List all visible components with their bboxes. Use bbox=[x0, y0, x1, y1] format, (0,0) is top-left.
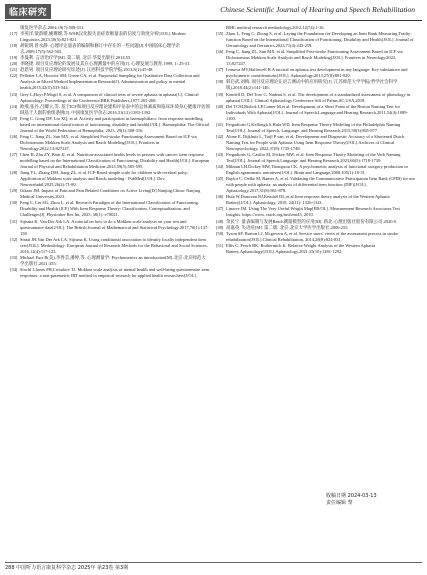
reference-number: [43] bbox=[216, 151, 224, 157]
reference-text: Sijtsma K, Van Der Ark LA. A tutorial on how to do a Mokken scale analysis on your test and questionnaire data[J/OL]. The British Journal of Mathematical and Statistical Psychology,2017,70(1):137-158. bbox=[20, 218, 209, 236]
header-rule bbox=[5, 20, 422, 21]
reference-entry bbox=[10, 134, 210, 152]
reference-text: 韩启武,刘梅. 项目反应理论在语言测试中的应用研究[J]. 江苏师范大学学报(哲学社会科学版),2018,44(2):141-146. bbox=[226, 79, 398, 91]
reference-text: 欧燕,张丹,吕卿立,等. 基于ICF和项目反应理论建构评估表中的总体素质和临床环境身心健康评估领域基于人群的重组条例[J]. 中国康复医学杂志,2016,31(12):1383-1392. bbox=[20, 103, 210, 115]
reference-number: [32] bbox=[10, 236, 18, 242]
reference-number: [20] bbox=[10, 61, 18, 67]
page-header bbox=[0, 0, 427, 24]
reference-number: [46] bbox=[216, 194, 224, 200]
reference-entry bbox=[10, 200, 210, 218]
reference-number: [19] bbox=[10, 55, 18, 61]
reference-text: Straat JH,Van Der Ark LA, Sijtsma K. Using conditional association to identify locally independent item sets[J/OL]. Methodology: European Journal of Research Methods for the Behavioral and Social Sciences, 2016,12(4):117-123. bbox=[20, 236, 208, 254]
reference-number: [21] bbox=[10, 67, 18, 73]
reference-number: [45] bbox=[216, 176, 224, 182]
reference-text: Kendell D, Del Toro C, Nadeau S, et al. The development of a standardized assessment of phonology in aphasia[C/OL]. Clinical Aphasiology Conference Silt of Palms,SC,USA,2018. bbox=[226, 91, 411, 103]
reference-text: Hula W,Donovan NJ,Kendall DL,et al.Item response theory analysis of the Western Aphasia Battery[J/OL]. Aphasiology, 2010, 24(11): 1326-1341. bbox=[226, 194, 390, 206]
reference-number: [31] bbox=[10, 218, 18, 224]
reference-entry bbox=[10, 73, 210, 91]
reference-entry bbox=[216, 164, 416, 176]
reference-number: [29] bbox=[10, 188, 18, 194]
reference-entry bbox=[216, 243, 416, 255]
reference-text: BMC medical research methodology,2012,12(74):1-16. bbox=[226, 25, 325, 30]
reference-entry bbox=[216, 67, 416, 79]
references-left-column bbox=[10, 25, 210, 279]
reference-entry bbox=[216, 122, 416, 134]
reference-text: Milman LH,Dickey MW,Thompson CK. A psychometric analysis of functional category production in English agrammatic narratives[J/OL]. Brain and Language,2008,105(1):18-31. bbox=[226, 164, 408, 176]
reference-entry bbox=[10, 116, 210, 134]
reference-number: [17] bbox=[10, 31, 18, 37]
reference-text: 康复医学杂志,2004,19(7):509-511. bbox=[20, 25, 85, 30]
reference-text: Alone E, Dijkhuis L, Tuijl P van, et al. Development and Diagnostic Accuracy of a Shortened Dutch Naming Test for People with Aphasia Using Item Response Theory[J/OL].Archives of Clinical Neuropsychology, 2022,37(8):1735-1748. bbox=[226, 133, 405, 151]
journal-name: Chinese Scientific Journal of Hearing and Speech Rehabilitation bbox=[220, 5, 415, 14]
reference-entry bbox=[10, 152, 210, 170]
reference-entry bbox=[10, 255, 210, 267]
reference-entry bbox=[216, 31, 416, 49]
reference-text: 高嘉英. 失语症[M]. 第二版. 北京:北京大学医学出版社,2006:255. bbox=[226, 224, 349, 230]
reference-text: Fergadiotis G, Casilio M, Dickey MW, et al. Item Response Theory Modeling of the Verb Naming Test[J/OL]. Journal of Speech,Language, and Hearing Research,2023,66(5):1718-1739. bbox=[226, 151, 401, 164]
reference-number: [41] bbox=[216, 121, 224, 127]
reference-number: [25] bbox=[10, 115, 18, 121]
reference-number: [40] bbox=[216, 103, 224, 109]
reference-text: Jiang YL, Zhang DM, Jiang ZL, et al. ICF-Based simple scale for children with cerebral palsy: Application of Mokken scale analysis and Rasch modeling - PubMed[J/OL]. Dev Neurorehabil,2023,26(2):71-80. bbox=[20, 170, 189, 188]
responsible-editor: 责任编辑 黎 bbox=[326, 500, 353, 506]
reference-text: 李曼利. 言语治疗学[M]. 第二版. 北京:华夏出版社,2014,55. bbox=[20, 55, 132, 61]
reference-number: [39] bbox=[216, 91, 224, 97]
reference-number: [49] bbox=[216, 224, 224, 230]
reference-entry bbox=[10, 31, 210, 43]
received-date: 收稿日期 2024-03-13 bbox=[326, 493, 377, 499]
reference-text: Fergadiotis G,Kellough S,Hula WD. Item Response Theory Modeling of the Philadelphia Naming Test[J/OL]. Journal of Speech, Language, and Hearing Research,2015,58(3):865-877. bbox=[226, 121, 401, 133]
footer-rule bbox=[5, 562, 422, 563]
reference-entry bbox=[10, 267, 210, 279]
reference-entry bbox=[216, 231, 416, 243]
reference-number: [50] bbox=[216, 230, 224, 236]
reference-text: Feng C, Jiang ZL, Sun MX, et al. Simplified Post-stroke Functioning Assessment Based on ICF via Dichotomous Mokken Scale Analysis and Rasch Modeling[J/OL]. Frontiers in Neurology,2022,13:827247. bbox=[20, 133, 197, 151]
reference-number: [48] bbox=[216, 218, 224, 224]
reference-text: 李晓捷. 项目反应理论的发展及其在心理测量中的应用[J]. 心理发展与教育,1999, 1: 25-31. bbox=[20, 61, 191, 67]
reference-number: [27] bbox=[10, 151, 18, 157]
reference-number: [33] bbox=[10, 254, 18, 260]
reference-text: Ellis C, Peach RK, Rothermich K. Relative Weight Analysis of the Western Aphasia Battery.Aphasiology[J/OL].Aphasiology,2021,35(10):1281-1292. bbox=[226, 242, 376, 254]
reference-entry bbox=[216, 79, 416, 91]
reference-text: Feng C, Jiang ZL, Sun MX, et al. Simplified Post-stroke Functioning Assessment Based on ICF via Dichotomous Mokken Scale Analysis and Rasch Modeling[J/OL]. Frontiers in Neurology,2022, 13:827247. bbox=[226, 49, 403, 67]
reference-text: Grey L,Hoyt P,Mogil S, et al. A comparison of clinical tests of severe aphasia in aphasia[C]. Clinical Aphasiology: Proceedings of the Conference.BRK Publishers,1977:265-268. bbox=[20, 91, 199, 103]
reference-entry bbox=[216, 152, 416, 164]
reference-entry bbox=[10, 219, 210, 237]
references-right-column bbox=[216, 25, 416, 255]
reference-text: Feng C, Gong DF, Liu XQ, et al. Activity and participation in haemophiliacs: from response modelling based on international classification of functioning, disability and health[J/OL]. Haemophilia: The Official Journal of the World Federation of Hemophilia, 2023, 29(1):308-316. bbox=[20, 115, 210, 133]
reference-entry bbox=[10, 188, 210, 200]
reference-text: Tyson SF, Burton LJ, Mcgovern A, et al. Service users' views of the assessment process in stroke rehabilitation[J/OL].Clinical Rehabilitation, 2014,28(8):824-831. bbox=[226, 230, 398, 242]
reference-number: [22] bbox=[10, 73, 18, 79]
reference-text: 余民宁. 量表编制与发展Rasch测量模型的应用[M]. 新北:心理出版社股份有限公司,2020:9. bbox=[226, 218, 398, 224]
reference-text: Ivanova MV,Hallowell B.A tutorial on aphasia test development in any language: Key substantive and psychometric considerations[J/OL]. Aphasiology,2013,27(8):891-920. bbox=[226, 67, 408, 79]
reference-text: Gikaro JM. Impact of Pain and Pain Related Conditions on Active Living[D].Nanjing,China: Nanjing Medical University,2023. bbox=[20, 188, 201, 200]
reference-number: [23] bbox=[10, 91, 18, 97]
reference-number: [42] bbox=[216, 133, 224, 139]
reference-text: 李英洋,梁韵嫒,姚珊嫒,等.WAB汉化版失语症诊断量表的信度与效度分析[J/OL].Modern Linguistics,2023,10(5):821-821. bbox=[20, 31, 186, 43]
reference-text: Pelletier LA, Horwitz SM, Green CA, et al. Purposeful Sampling for Qualitative Data Collection and Analysis in Mixed Method Implementation Research[J]. Administration and policy in mental health,2015,42(5):533-544. bbox=[20, 73, 200, 91]
reference-entry bbox=[216, 134, 416, 152]
reference-text: Del TCM,Bislick LP,Comer M,et al. Development of a Short Form of the Boston Naming Test for Individuals With Aphasia[J/OL]. Journal of Speech,Language,and Hearing Research,2011,54(4):1089-1100. bbox=[226, 103, 408, 121]
reference-text: 胡锐明,曾水静. 心理评定量表的编制和修订中存在的一些问题[J].中国临床心理学杂志,2009,17(5):562-565. bbox=[20, 43, 180, 55]
reference-number: [30] bbox=[10, 200, 18, 206]
reference-entry bbox=[216, 176, 416, 194]
reference-text: Linacre JM. Using The Very Useful Wright Map[EB/OL]. Measurement Research Associates Test Insights. https://www. rasch.org/rmt/rmt45, 2010. bbox=[226, 206, 400, 218]
received-note bbox=[326, 493, 377, 507]
reference-number: [38] bbox=[216, 79, 224, 85]
reference-number: [18] bbox=[10, 43, 18, 49]
reference-entry bbox=[216, 49, 416, 67]
reference-entry bbox=[10, 170, 210, 188]
reference-text: Baylor C, Oelke M, Bamer A, et al. Validating the Communicative Participation Item Bank (CPIB) for use with people with aphasia: an analysis of differential item function (DIF)[J/OL]. Aphasiology,2017,31(8):861-878. bbox=[226, 176, 415, 194]
reference-number: [35] bbox=[216, 31, 224, 37]
reference-number: [24] bbox=[10, 103, 18, 109]
reference-text: Zhou L, Feng C, Zhong S, et al. Laying the Foundation for Developing an Item Bank Measuring Frailty-function Based on the International Classification of Functioning, Disability and Health[J/OL]. Journal of Gerontology and Geriatrics,2023,71(4):245-259. bbox=[226, 31, 414, 49]
reference-number: [36] bbox=[216, 49, 224, 55]
reference-number: [44] bbox=[216, 164, 224, 170]
reference-entry bbox=[216, 194, 416, 206]
reference-number: [37] bbox=[216, 67, 224, 73]
reference-number: [34] bbox=[10, 266, 18, 272]
reference-number: [47] bbox=[216, 206, 224, 212]
reference-text: Michael Furr R(美),李秀芸,潘婷,等. 心理测量学: Psychometrics an introduction[M].北京:北京师范大学出版社,2021:355. bbox=[20, 254, 206, 266]
section-label: 临床研究 bbox=[5, 4, 51, 19]
reference-number: [28] bbox=[10, 170, 18, 176]
reference-text: Feng C, Liu SG, Zhou L, et al. Research Paradigm of the International Classification of Functioning, Disability and Health (ICF) With Item Response Theory: Classification, Conceptualization, and Challenges[J]. Physiother Res Int, 2025, 30(1): e70021. bbox=[20, 200, 199, 218]
reference-text: Chen H, Zhu ZY, Bian JJ, et al. Nutrition-associated health levels in persons with cancer: item response modelling based on the International Classification of Functioning, Disability and Health[J/OL]. European Journal of Physical and Rehabilitation Medicine,2023,59(5):585-595. bbox=[20, 151, 210, 170]
reference-text: 赵恩男. 项目反应理论研究综述[J]. 江西科技学院学报,2013,8(1):45-48. bbox=[20, 67, 154, 73]
reference-entry bbox=[216, 206, 416, 218]
reference-entry bbox=[10, 237, 210, 255]
reference-number: [26] bbox=[10, 133, 18, 139]
page-footer: 288 中国听力语言康复科学杂志 2025年 第23卷 第3期 bbox=[5, 565, 129, 571]
reference-entry bbox=[10, 92, 210, 104]
reference-entry bbox=[216, 92, 416, 104]
reference-text: Stochl J,Jones PB,Croudace TJ. Mokken scale analysis of mental health and well-being questionnaire item responses: a non-parametric IRT method in empirical research for applied health researchers[J/OL]. bbox=[20, 266, 210, 278]
reference-entry bbox=[10, 43, 210, 55]
reference-entry bbox=[216, 104, 416, 122]
reference-number: [51] bbox=[216, 242, 224, 248]
reference-entry bbox=[10, 104, 210, 116]
